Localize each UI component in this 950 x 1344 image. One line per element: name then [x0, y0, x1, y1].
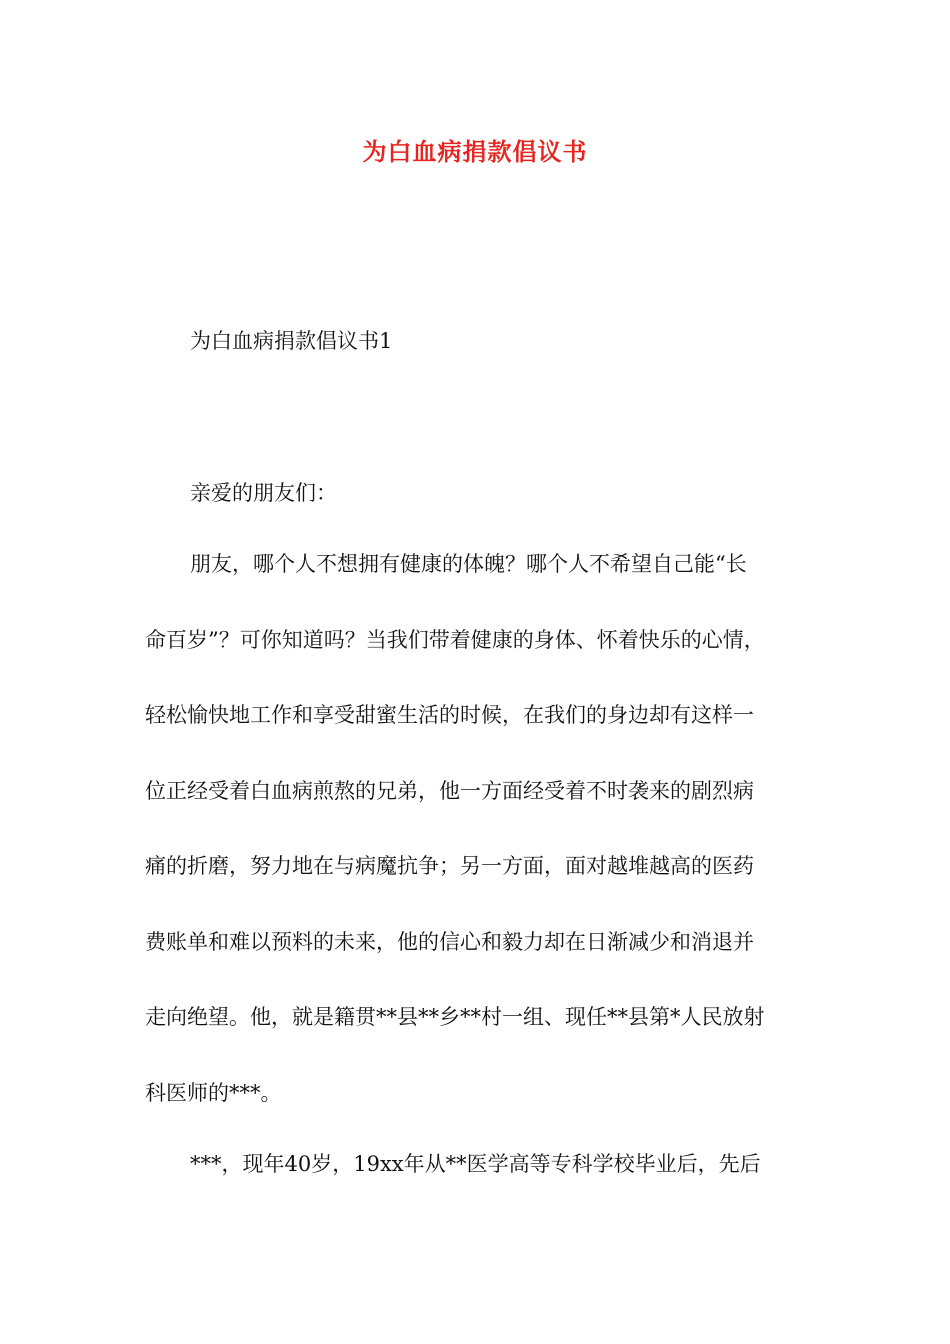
paragraph-line: 痛的折磨，努力地在与病魔抗争；另一方面，面对越堆越高的医药 — [145, 854, 754, 878]
paragraph-line: 命百岁”？可你知道吗？当我们带着健康的身体、怀着快乐的心情， — [145, 627, 765, 652]
paragraph-2 — [145, 1148, 845, 1224]
paragraph-line: ***，现年40岁，19xx年从**医学高等专科学校毕业后，先后 — [190, 1152, 761, 1176]
paragraph-1 — [145, 548, 845, 1152]
greeting-line: 亲爱的朋友们： — [190, 481, 337, 505]
paragraph-line: 科医师的***。 — [145, 1080, 282, 1105]
section-heading: 为白血病捐款倡议书1 — [190, 329, 393, 353]
paragraph-line: 轻松愉快地工作和享受甜蜜生活的时候，在我们的身边却有这样一 — [145, 703, 754, 727]
paragraph-line: 位正经受着白血病煎熬的兄弟，他一方面经受着不时袭来的剧烈病 — [145, 778, 754, 803]
document-title: 为白血病捐款倡议书 — [362, 138, 588, 166]
paragraph-line: 走向绝望。他，就是籍贯**县**乡**村一组、现任**县第*人民放射 — [145, 1005, 765, 1029]
paragraph-line: 朋友，哪个人不想拥有健康的体魄？哪个人不希望自己能“长 — [190, 552, 747, 576]
paragraph-line: 费账单和难以预料的未来，他的信心和毅力却在日渐减少和消退并 — [145, 929, 754, 954]
